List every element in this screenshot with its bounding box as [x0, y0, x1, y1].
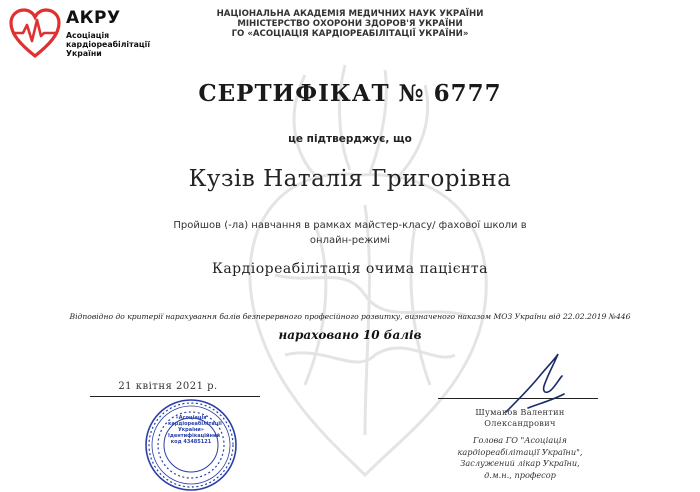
signer-name-line-2: Олександрович — [484, 418, 556, 428]
header-line-1: НАЦІОНАЛЬНА АКАДЕМІЯ МЕДИЧНИХ НАУК УКРАЇНИ — [216, 9, 484, 19]
stamp-text — [168, 415, 222, 445]
stamp-line-3: України» — [177, 427, 205, 433]
recipient-name: Кузів Наталія Григорівна — [188, 166, 512, 192]
logo-title: АКРУ — [66, 8, 121, 28]
stamp-line-4: Ідентифікаційний — [168, 433, 220, 439]
signer-role-line-4: д.м.н., професор — [484, 469, 556, 480]
training-line-2: онлайн-режимі — [309, 235, 391, 246]
stamp-seal-icon — [144, 398, 238, 492]
logo-subtitle: Асоціація кардіореабілітації України — [66, 31, 150, 58]
header-line-3: ГО «АСОЦІАЦІЯ КАРДІОРЕАБІЛІТАЦІЇ УКРАЇНИ» — [231, 29, 469, 39]
certificate-title: СЕРТИФІКАТ № 6777 — [198, 80, 502, 107]
training-description — [130, 218, 570, 248]
points-awarded: нараховано 10 балів — [278, 328, 422, 342]
signer-name — [440, 407, 600, 429]
akru-logo — [8, 6, 150, 68]
issuer-header — [195, 9, 505, 39]
header-line-2: МІНІСТЕРСТВО ОХОРОНИ ЗДОРОВ'Я УКРАЇНИ — [237, 19, 463, 29]
course-title: Кардіореабілітація очима пацієнта — [211, 261, 489, 277]
stamp-line-2: кардіореабілітації — [168, 421, 222, 427]
confirms-text: це підтверджує, що — [288, 133, 412, 145]
official-stamp — [144, 398, 238, 492]
signer-role-line-1: Голова ГО "Асоціація — [473, 435, 567, 445]
signer-role — [440, 435, 600, 481]
heart-pulse-icon — [8, 6, 62, 62]
signer-name-line-1: Шумаков Валентин — [475, 407, 565, 417]
signer-role-line-2: кардіореабілітації України", — [457, 446, 583, 457]
training-line-1: Пройшов (-ла) навчання в рамках майстер-класу/ фахової школи в — [173, 220, 527, 231]
issue-date: 21 квітня 2021 р. — [118, 381, 218, 392]
stamp-line-1: «Асоціація — [175, 415, 207, 421]
date-underline — [90, 396, 260, 397]
criteria-text: Відповідно до критерії нарахування балів безперервного професійного розвитку, визначеного наказом МОЗ України від 22.02.2019 №446 — [69, 312, 631, 321]
stamp-line-5: код 43485121 — [170, 439, 212, 445]
signer-role-line-3: Заслужений лікар України, — [460, 458, 580, 468]
